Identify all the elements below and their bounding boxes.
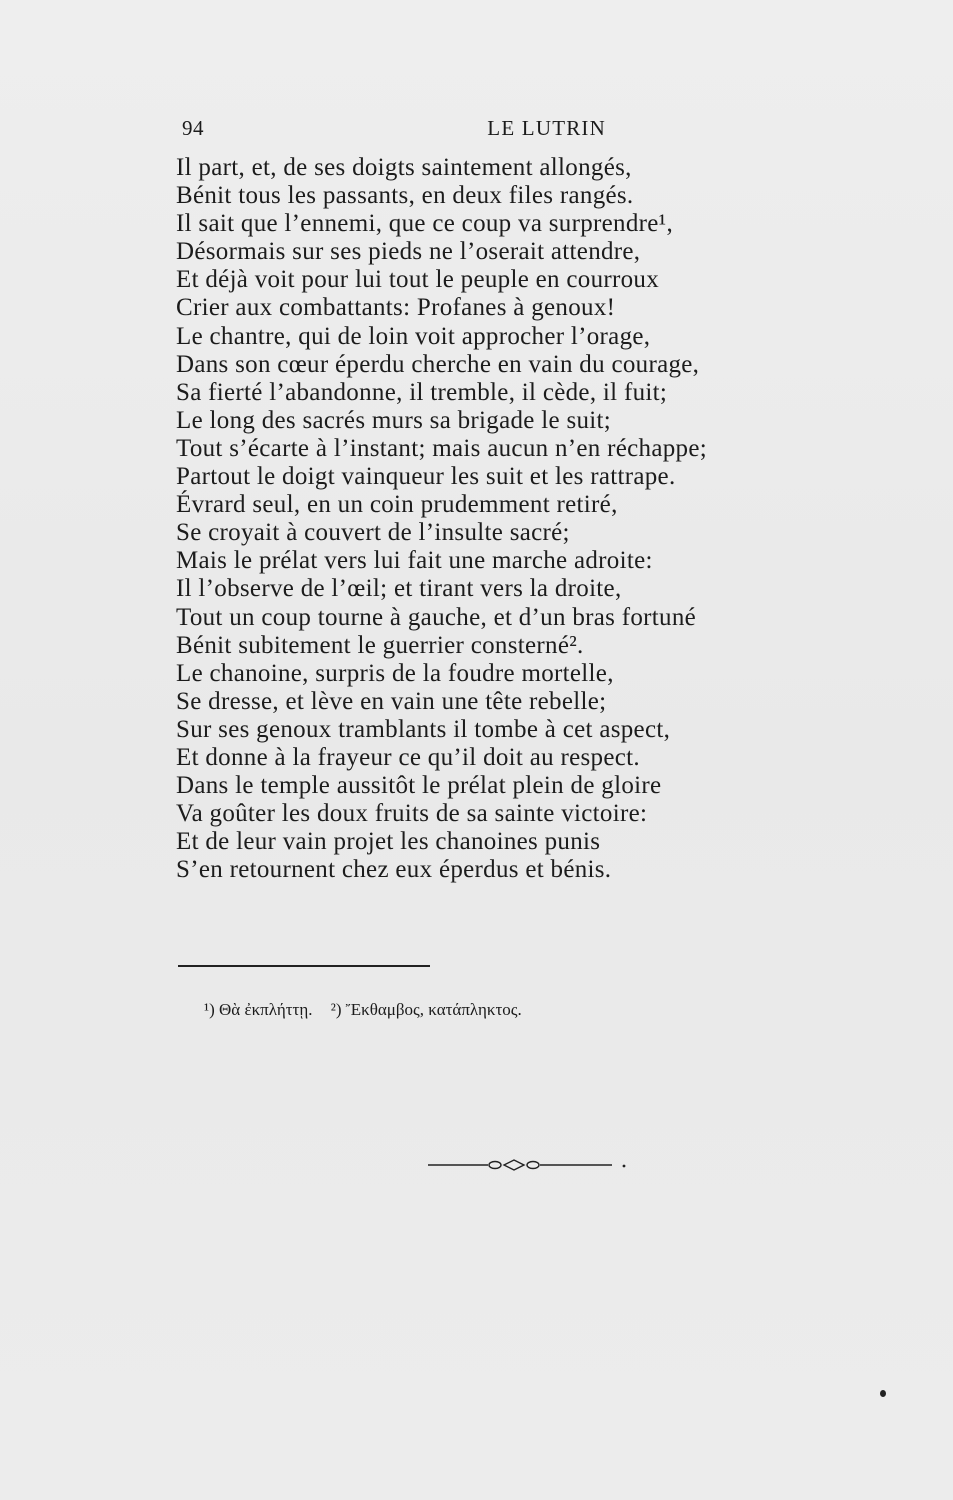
running-title: LE LUTRIN bbox=[487, 116, 606, 140]
verse-line: Crier aux combattants: Profanes à genoux! bbox=[176, 294, 616, 322]
verse-line: Sa fierté l’abandonne, il tremble, il cède, il fuit; bbox=[176, 378, 668, 406]
footnote-1: ¹) Θὰ ἐκπλήττῃ. bbox=[204, 1000, 313, 1019]
verse-line: Sur ses genoux tramblants il tombe à cet aspect, bbox=[176, 715, 671, 743]
verse-line: Tout un coup tourne à gauche, et d’un bras fortuné bbox=[176, 603, 697, 631]
footnote-rule bbox=[178, 965, 430, 967]
verse-line: Bénit tous les passants, en deux files rangés. bbox=[176, 182, 634, 210]
verse-line: Le chantre, qui de loin voit approcher l’orage, bbox=[176, 322, 651, 350]
verse-block bbox=[176, 154, 836, 884]
verse-line: Et donne à la frayeur ce qu’il doit au respect. bbox=[176, 743, 640, 771]
page-number: 94 bbox=[182, 116, 204, 140]
verse-line: Désormais sur ses pieds ne l’oserait attendre, bbox=[176, 238, 641, 266]
verse-line: Et déjà voit pour lui tout le peuple en courroux bbox=[176, 266, 660, 294]
footnotes bbox=[204, 1000, 536, 1020]
ink-speck bbox=[880, 1390, 886, 1397]
verse-line: Et de leur vain projet les chanoines punis bbox=[176, 828, 601, 856]
verse-line: Mais le prélat vers lui fait une marche adroite: bbox=[176, 547, 653, 575]
verse-line: Se croyait à couvert de l’insulte sacré; bbox=[176, 519, 570, 547]
verse-line: Tout s’écarte à l’instant; mais aucun n’en réchappe; bbox=[176, 434, 707, 462]
verse-line: Bénit subitement le guerrier consterné². bbox=[176, 631, 584, 659]
tailpiece-ornament bbox=[428, 1155, 628, 1175]
verse-line: Dans son cœur éperdu cherche en vain du courage, bbox=[176, 350, 700, 378]
verse-line: Le chanoine, surpris de la foudre mortelle, bbox=[176, 659, 614, 687]
verse-line: Va goûter les doux fruits de sa sainte victoire: bbox=[176, 800, 648, 828]
verse-line: Il sait que l’ennemi, que ce coup va surprendre¹, bbox=[176, 210, 674, 238]
verse-line: Se dresse, et lève en vain une tête rebelle; bbox=[176, 687, 607, 715]
verse-line: Le long des sacrés murs sa brigade le suit; bbox=[176, 406, 612, 434]
verse-line: Il l’observe de l’œil; et tirant vers la droite, bbox=[176, 575, 622, 603]
running-head bbox=[182, 116, 606, 142]
verse-line: Il part, et, de ses doigts saintement allongés, bbox=[176, 154, 632, 181]
verse-line: Évrard seul, en un coin prudemment retiré, bbox=[176, 491, 618, 519]
verse-line: Partout le doigt vainqueur les suit et les rattrape. bbox=[176, 463, 676, 491]
verse-line: S’en retournent chez eux éperdus et bénis. bbox=[176, 856, 612, 884]
footnote-2: ²) Ἔκθαμβος, κατάπληκτος. bbox=[330, 1000, 522, 1019]
verse-line: Dans le temple aussitôt le prélat plein de gloire bbox=[176, 772, 662, 800]
